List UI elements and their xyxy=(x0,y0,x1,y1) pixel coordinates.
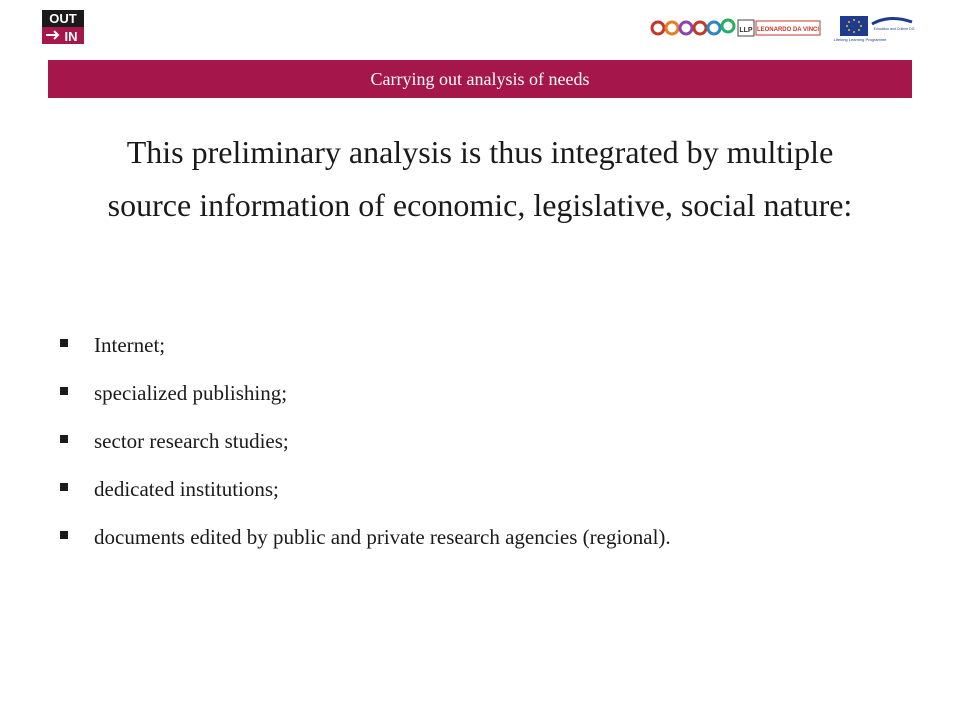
slide-title: Carrying out analysis of needs xyxy=(370,69,590,89)
square-bullet-icon xyxy=(60,387,68,395)
list-item-text: documents edited by public and private research agencies (regional). xyxy=(94,525,671,549)
list-item xyxy=(60,474,910,504)
list-item xyxy=(60,522,910,552)
intro-paragraph: This preliminary analysis is thus integrated by multiple source information of economic, legislative, social nature: xyxy=(107,134,853,223)
list-item-text: dedicated institutions; xyxy=(94,477,279,501)
out-in-logo xyxy=(40,8,86,46)
llp-label: LLP xyxy=(739,27,753,34)
square-bullet-icon xyxy=(60,435,68,443)
list-item-text: Internet; xyxy=(94,333,166,357)
slide-title-bar xyxy=(48,60,912,98)
lifelong-label: Lifelong Learning Programme xyxy=(833,37,887,42)
out-in-logo-top: OUT xyxy=(49,11,77,26)
square-bullet-icon xyxy=(60,483,68,491)
list-item-text: specialized publishing; xyxy=(94,381,288,405)
square-bullet-icon xyxy=(60,531,68,539)
out-in-logo-bottom: IN xyxy=(64,29,78,44)
list-item xyxy=(60,330,910,360)
list-item-text: sector research studies; xyxy=(94,429,289,453)
swirl-logos-icon xyxy=(652,20,734,34)
partner-logos xyxy=(650,14,920,42)
square-bullet-icon xyxy=(60,339,68,347)
eu-caption: Education and Culture DG xyxy=(873,27,915,31)
list-item xyxy=(60,426,910,456)
eu-flag-icon xyxy=(840,16,868,36)
lifelong-swoosh-icon xyxy=(872,18,912,24)
leonardo-label: LEONARDO DA VINCI xyxy=(756,27,820,33)
list-item xyxy=(60,378,910,408)
source-list xyxy=(60,330,910,570)
